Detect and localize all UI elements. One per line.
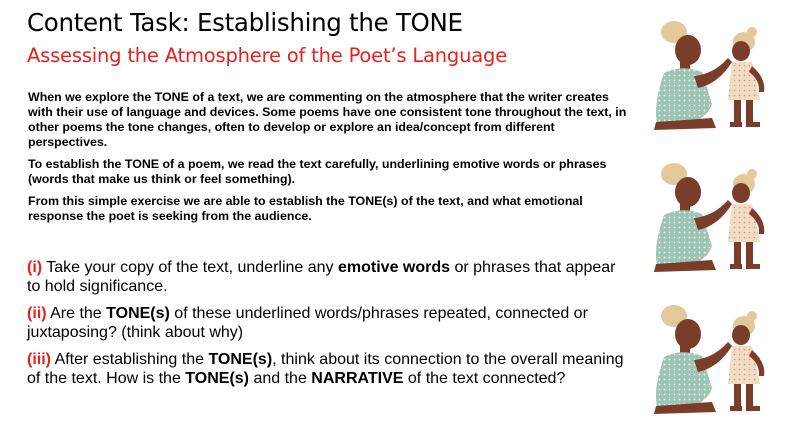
page-title: Content Task: Establishing the TONE: [27, 8, 463, 37]
task-item: (i) Take your copy of the text, underline any emotive words or phrases that appear to hold significance.: [27, 259, 616, 295]
task-item: (iii) After establishing the TONE(s), think about its connection to the overall meaning of the text. How is the TONE(s) and the NARRATIVE of the text connected?: [27, 351, 624, 387]
intro-text: [28, 90, 628, 231]
task-list: [27, 258, 627, 396]
intro-paragraph: From this simple exercise we are able to establish the TONE(s) of the text, and what emotional response the poet is seeking from the audience.: [28, 194, 583, 223]
task-number: (ii): [27, 305, 47, 322]
illustration-column: [636, 0, 794, 447]
task-number: (i): [27, 259, 43, 276]
page-subtitle: Assessing the Atmosphere of the Poet’s Language: [27, 44, 507, 67]
mother-and-child-icon: [642, 18, 790, 136]
mother-and-child-icon: [642, 160, 790, 278]
mother-and-child-icon: [642, 302, 790, 420]
task-item: (ii) Are the TONE(s) of these underlined words/phrases repeated, connected or juxtaposing? (think about why): [27, 305, 588, 341]
intro-paragraph: To establish the TONE of a poem, we read the text carefully, underlining emotive words or phrases (words that make us think or feel something).: [28, 157, 607, 186]
task-number: (iii): [27, 351, 51, 368]
intro-paragraph: When we explore the TONE of a text, we are commenting on the atmosphere that the writer creates with their use of language and devices. Some poems have one consistent tone throughout the text, in other poems the tone changes, often to develop or explore an idea/concept from different perspectives.: [28, 90, 627, 149]
